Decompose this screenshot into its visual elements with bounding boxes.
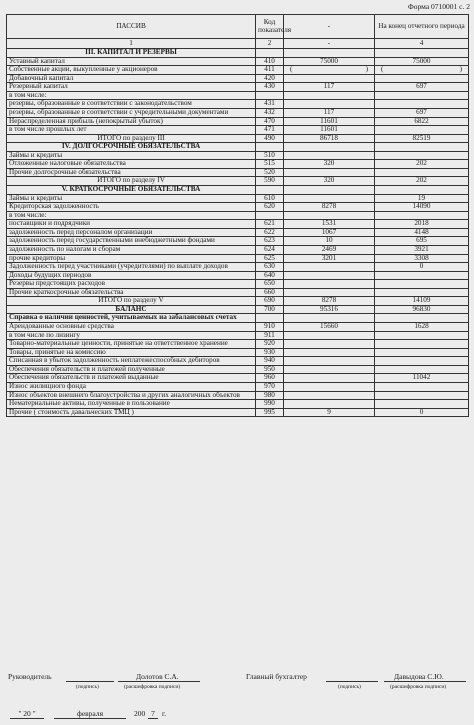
row-value-end: 11042 (375, 374, 469, 383)
head-sub-name: (расшифровка подписи) (124, 684, 181, 690)
row-value-end (375, 348, 469, 357)
row-value-end: 96830 (375, 305, 469, 314)
table-row (7, 245, 469, 254)
row-code: 950 (256, 365, 284, 374)
row-label: ИТОГО по разделу III (7, 134, 256, 143)
row-label: Задолженность перед участниками (учредителями) по выплате доходов (7, 263, 256, 272)
row-value-beg (284, 263, 375, 272)
row-value-end: 3308 (375, 254, 469, 263)
table-row (7, 143, 469, 152)
table-row (7, 83, 469, 92)
colnum-beg: - (284, 39, 375, 49)
header-code: Код показателя (256, 15, 284, 39)
row-code: 990 (256, 400, 284, 409)
row-value-beg: 117 (284, 83, 375, 92)
table-row (7, 203, 469, 212)
row-code: 940 (256, 357, 284, 366)
acc-sign-line (326, 672, 378, 682)
row-value-end: 202 (375, 177, 469, 186)
row-label: IV. ДОЛГОСРОЧНЫЕ ОБЯЗАТЕЛЬСТВА (7, 143, 256, 152)
table-row (7, 323, 469, 332)
row-value-end (375, 49, 469, 58)
row-value-beg: 9 (284, 408, 375, 417)
row-value-end: 0 (375, 408, 469, 417)
table-row (7, 66, 469, 75)
row-code: 420 (256, 74, 284, 83)
row-code: 690 (256, 297, 284, 306)
row-label: Уставный капитал (7, 57, 256, 66)
row-value-beg: 86718 (284, 134, 375, 143)
row-label: Товары, принятые на комиссию (7, 348, 256, 357)
row-value-beg: 1067 (284, 228, 375, 237)
date-day: " 20 " (10, 709, 44, 719)
row-code: 620 (256, 203, 284, 212)
table-row (7, 126, 469, 135)
row-code: 624 (256, 245, 284, 254)
row-value-beg (284, 66, 375, 75)
row-value-beg (284, 340, 375, 349)
accountant-name: Давыдова С.Ю. (394, 672, 444, 681)
row-value-end: 697 (375, 108, 469, 117)
acc-sub-sign: (подпись) (338, 684, 361, 690)
header-row (7, 15, 469, 39)
head-sign-line (66, 672, 114, 682)
row-value-beg: 11601 (284, 117, 375, 126)
signature-block (0, 672, 474, 702)
head-sub-sign: (подпись) (76, 684, 99, 690)
row-label: Прочие долгосрочные обязательства (7, 168, 256, 177)
table-row (7, 382, 469, 391)
row-label: в том числе прошлых лет (7, 126, 256, 135)
row-value-beg: 117 (284, 108, 375, 117)
row-value-end: 19 (375, 194, 469, 203)
table-row (7, 74, 469, 83)
row-code: 410 (256, 57, 284, 66)
row-code: 970 (256, 382, 284, 391)
table-row (7, 168, 469, 177)
row-label: Нематериальные активы, полученные в пользование (7, 400, 256, 409)
row-code: 623 (256, 237, 284, 246)
column-number-row (7, 39, 469, 49)
row-code (256, 49, 284, 58)
row-value-end: 0 (375, 263, 469, 272)
row-value-beg (284, 391, 375, 400)
row-value-beg: 1531 (284, 220, 375, 229)
row-code: 930 (256, 348, 284, 357)
row-code: 510 (256, 151, 284, 160)
row-value-beg: 320 (284, 160, 375, 169)
row-label: Собственные акции, выкупленные у акционеров (7, 66, 256, 75)
paren-close: ) (459, 65, 462, 74)
row-code: 622 (256, 228, 284, 237)
row-code: 910 (256, 323, 284, 332)
row-value-beg: 11601 (284, 126, 375, 135)
table-row (7, 288, 469, 297)
row-label: Резервы предстоящих расходов (7, 280, 256, 289)
row-label: ИТОГО по разделу V (7, 297, 256, 306)
row-label: Отложенные налоговые обязательства (7, 160, 256, 169)
row-code: 625 (256, 254, 284, 263)
table-body (7, 49, 469, 417)
row-value-end: 2018 (375, 220, 469, 229)
table-row (7, 49, 469, 58)
row-value-beg (284, 143, 375, 152)
row-code: 490 (256, 134, 284, 143)
row-code: 960 (256, 374, 284, 383)
row-label: ИТОГО по разделу IV (7, 177, 256, 186)
table-row (7, 340, 469, 349)
row-code: 920 (256, 340, 284, 349)
row-value-beg: 3201 (284, 254, 375, 263)
row-label: в том числе по лизингу (7, 331, 256, 340)
colnum-end: 4 (375, 39, 469, 49)
date-block (0, 709, 474, 723)
row-value-beg: 95316 (284, 305, 375, 314)
row-code: 640 (256, 271, 284, 280)
row-code: 995 (256, 408, 284, 417)
table-row (7, 186, 469, 195)
table-row (7, 108, 469, 117)
paren-close: ) (365, 65, 368, 74)
row-value-end (375, 91, 469, 100)
row-value-end (375, 400, 469, 409)
row-value-beg: 8278 (284, 203, 375, 212)
row-value-end: 4148 (375, 228, 469, 237)
row-code: 610 (256, 194, 284, 203)
table-row (7, 297, 469, 306)
row-value-end (375, 340, 469, 349)
row-code (256, 143, 284, 152)
date-year-prefix: 200 (134, 709, 146, 718)
row-value-beg (284, 348, 375, 357)
row-label: прочие кредиторы (7, 254, 256, 263)
row-value-end (375, 66, 469, 75)
row-value-beg: 10 (284, 237, 375, 246)
row-value-end (375, 331, 469, 340)
row-code: 630 (256, 263, 284, 272)
row-code: 430 (256, 83, 284, 92)
row-value-beg (284, 280, 375, 289)
row-label: Износ жилищного фонда (7, 382, 256, 391)
date-month: февраля (54, 709, 126, 719)
row-value-end: 75000 (375, 57, 469, 66)
row-label: БАЛАНС (7, 305, 256, 314)
acc-sub-name: (расшифровка подписи) (390, 684, 447, 690)
row-code: 590 (256, 177, 284, 186)
colnum-name: 1 (7, 39, 256, 49)
row-code: 470 (256, 117, 284, 126)
table-row (7, 400, 469, 409)
table-row (7, 263, 469, 272)
row-value-end (375, 126, 469, 135)
row-label: Доходы будущих периодов (7, 271, 256, 280)
row-value-beg (284, 331, 375, 340)
colnum-code: 2 (256, 39, 284, 49)
row-value-end (375, 357, 469, 366)
row-value-end (375, 391, 469, 400)
row-label: резервы, образованные в соответствии с законодательством (7, 100, 256, 109)
row-value-beg (284, 400, 375, 409)
row-label: V. КРАТКОСРОЧНЫЕ ОБЯЗАТЕЛЬСТВА (7, 186, 256, 195)
row-value-end: 14109 (375, 297, 469, 306)
row-label: Справка о наличии ценностей, учитываемых на забалансовых счетах (7, 314, 256, 323)
row-value-beg: 2469 (284, 245, 375, 254)
head-label: Руководитель (8, 672, 52, 681)
row-label: задолженность перед персоналом организации (7, 228, 256, 237)
row-code: 471 (256, 126, 284, 135)
row-label: в том числе: (7, 211, 256, 220)
form-number: Форма 0710001 с. 2 (407, 2, 470, 11)
balance-sheet-table (6, 14, 469, 417)
row-value-end: 3921 (375, 245, 469, 254)
row-code: 650 (256, 280, 284, 289)
row-value-end (375, 143, 469, 152)
date-year-label: г. (162, 709, 167, 718)
row-label: задолженность по налогам и сборам (7, 245, 256, 254)
row-label: Обеспечения обязательств и платежей выданные (7, 374, 256, 383)
row-code (256, 186, 284, 195)
row-value-end: 697 (375, 83, 469, 92)
row-code: 980 (256, 391, 284, 400)
row-value-end: 82519 (375, 134, 469, 143)
paren-open: ( (381, 65, 384, 74)
row-code: 621 (256, 220, 284, 229)
row-label: Списанная в убыток задолженность неплатежеспособных дебиторов (7, 357, 256, 366)
row-code: 660 (256, 288, 284, 297)
paren-open: ( (290, 65, 293, 74)
row-value-beg (284, 91, 375, 100)
row-label: Износ объектов внешнего благоустройства и других аналогичных объектов (7, 391, 256, 400)
row-label: резервы, образованные в соответствии с учредительными документами (7, 108, 256, 117)
row-value-beg: 8278 (284, 297, 375, 306)
head-name: Долотов С.А. (136, 672, 179, 681)
row-label: Прочие краткосрочные обязательства (7, 288, 256, 297)
row-value-beg (284, 271, 375, 280)
row-label: Резервный капитал (7, 83, 256, 92)
row-value-beg (284, 374, 375, 383)
table-row (7, 280, 469, 289)
row-label: Нераспределенная прибыль (непокрытый убыток) (7, 117, 256, 126)
row-label: Займы и кредиты (7, 194, 256, 203)
row-value-end: 6822 (375, 117, 469, 126)
row-label: в том числе: (7, 91, 256, 100)
row-value-end: 202 (375, 160, 469, 169)
date-year-suffix: 7 (148, 709, 158, 719)
row-code: 411 (256, 66, 284, 75)
row-value-end: 14090 (375, 203, 469, 212)
row-label: Прочие ( стоимость давальческих ТМЦ ) (7, 408, 256, 417)
row-value-beg: 320 (284, 177, 375, 186)
row-label: поставщики и подрядчики (7, 220, 256, 229)
row-label: задолженность перед государственными внебюджетными фондами (7, 237, 256, 246)
row-code: 431 (256, 100, 284, 109)
row-value-end: 695 (375, 237, 469, 246)
row-value-beg (284, 49, 375, 58)
row-label: Обеспечения обязательств и платежей полученные (7, 365, 256, 374)
row-code: 911 (256, 331, 284, 340)
row-label: Займы и кредиты (7, 151, 256, 160)
row-label: Кредиторская задолженность (7, 203, 256, 212)
row-label: III. КАПИТАЛ И РЕЗЕРВЫ (7, 49, 256, 58)
row-code: 520 (256, 168, 284, 177)
row-value-end (375, 271, 469, 280)
row-value-beg (284, 365, 375, 374)
row-code: 432 (256, 108, 284, 117)
row-value-beg (284, 382, 375, 391)
row-value-end (375, 280, 469, 289)
header-name: ПАССИВ (7, 15, 256, 39)
row-value-end: 1628 (375, 323, 469, 332)
row-label: Товарно-материальные ценности, принятые на ответственное хранение (7, 340, 256, 349)
row-value-end (375, 186, 469, 195)
row-value-beg (284, 186, 375, 195)
header-end: На конец отчетного периода (375, 15, 469, 39)
accountant-label: Главный бухгалтер (246, 672, 307, 681)
table-row (7, 408, 469, 417)
header-beg: - (284, 15, 375, 39)
row-label: Арендованные основные средства (7, 323, 256, 332)
row-value-end (375, 382, 469, 391)
row-value-beg: 75000 (284, 57, 375, 66)
row-value-beg: 15660 (284, 323, 375, 332)
row-code: 515 (256, 160, 284, 169)
row-code: 700 (256, 305, 284, 314)
row-value-beg (284, 357, 375, 366)
row-label: Добавочный капитал (7, 74, 256, 83)
